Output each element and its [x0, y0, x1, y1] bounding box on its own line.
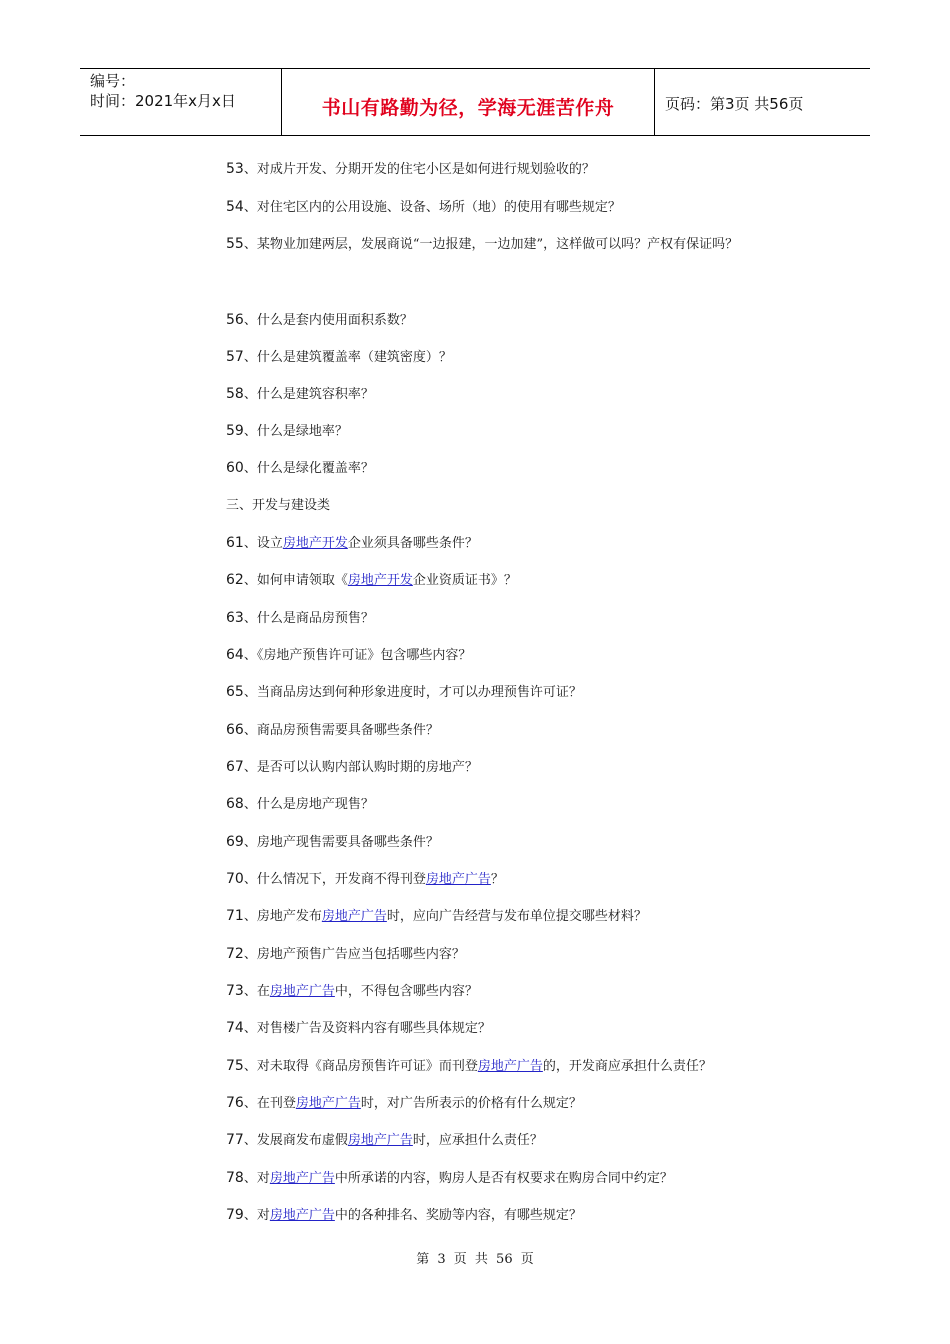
question-text: 、对 — [243, 1171, 270, 1186]
question-text: 、什么是建筑容积率？ — [243, 387, 374, 402]
question-number: 70 — [226, 871, 244, 887]
question-item — [226, 235, 738, 254]
question-item — [226, 311, 413, 330]
question-number: 57 — [226, 349, 244, 365]
header-table — [80, 68, 870, 136]
question-item — [226, 348, 452, 367]
question-text: 时，对广告所表示的价格有什么规定？ — [360, 1096, 582, 1111]
question-text: 、设立 — [243, 536, 283, 551]
question-number: 74 — [226, 1020, 244, 1036]
real-estate-link[interactable]: 房地产广告 — [321, 909, 387, 924]
question-text: 、当商品房达到何种形象进度时，才可以办理预售许可证？ — [243, 685, 582, 700]
question-text: 三、开发与建设类 — [226, 498, 331, 513]
question-text: 、对住宅区内的公用设施、设备、场所（地）的使用有哪些规定？ — [243, 200, 621, 215]
question-number: 67 — [226, 759, 244, 775]
question-item — [226, 1057, 712, 1076]
question-text: 、对未取得《商品房预售许可证》而刊登 — [243, 1059, 478, 1074]
question-number: 73 — [226, 983, 244, 999]
question-text: 的，开发商应承担什么责任？ — [542, 1059, 712, 1074]
question-text: 、某物业加建两层，发展商说“一边报建，一边加建”，这样做可以吗？产权有保证吗？ — [243, 237, 739, 252]
question-item — [226, 795, 374, 814]
document-time-label: 时间：2021年x月x日 — [90, 92, 236, 110]
question-text: 、是否可以认购内部认购时期的房地产？ — [243, 760, 478, 775]
question-number: 79 — [226, 1207, 244, 1223]
real-estate-link[interactable]: 房地产开发 — [282, 536, 348, 551]
real-estate-link[interactable]: 房地产广告 — [347, 1133, 413, 1148]
question-number: 60 — [226, 460, 244, 476]
question-text: 、什么是绿化覆盖率？ — [243, 461, 374, 476]
question-number: 76 — [226, 1095, 244, 1111]
question-item — [226, 758, 478, 777]
question-text: 、如何申请领取《 — [243, 573, 348, 588]
question-text: 时，应承担什么责任？ — [412, 1133, 543, 1148]
question-number: 78 — [226, 1170, 244, 1186]
question-text: 、房地产发布 — [243, 909, 322, 924]
question-text: 、在 — [243, 984, 270, 999]
page-footer: 第 3 页 共 56 页 — [416, 1252, 534, 1267]
question-text: 时，应向广告经营与发布单位提交哪些材料？ — [386, 909, 647, 924]
question-item — [226, 907, 647, 926]
question-number: 75 — [226, 1058, 244, 1074]
question-item — [226, 1094, 582, 1113]
question-item — [226, 683, 582, 702]
question-item — [226, 571, 517, 590]
question-number: 55 — [226, 236, 244, 252]
question-text: 、房地产预售广告应当包括哪些内容？ — [243, 947, 465, 962]
question-text: 企业资质证书》？ — [412, 573, 517, 588]
real-estate-link[interactable]: 房地产开发 — [347, 573, 413, 588]
question-number: 68 — [226, 796, 244, 812]
question-item — [226, 1206, 582, 1225]
question-item — [226, 945, 465, 964]
section-heading — [226, 497, 330, 515]
question-item — [226, 534, 478, 553]
question-text: 中所承诺的内容，购房人是否有权要求在购房合同中约定？ — [334, 1171, 673, 1186]
question-text: 、《房地产预售许可证》包含哪些内容？ — [243, 648, 472, 663]
header-page-cell — [655, 69, 870, 135]
question-text: 中，不得包含哪些内容？ — [334, 984, 478, 999]
question-text: 企业须具备哪些条件？ — [347, 536, 478, 551]
question-text: 、在刊登 — [243, 1096, 296, 1111]
question-item — [226, 459, 374, 478]
question-text: 、对成片开发、分期开发的住宅小区是如何进行规划验收的？ — [243, 162, 595, 177]
question-text: 、对 — [243, 1208, 270, 1223]
real-estate-link[interactable]: 房地产广告 — [477, 1059, 543, 1074]
question-item — [226, 1131, 543, 1150]
question-number: 61 — [226, 535, 244, 551]
question-number: 62 — [226, 572, 244, 588]
question-item — [226, 646, 471, 665]
question-text: 、房地产现售需要具备哪些条件？ — [243, 835, 439, 850]
real-estate-link[interactable]: 房地产广告 — [425, 872, 491, 887]
question-item — [226, 833, 439, 852]
real-estate-link[interactable]: 房地产广告 — [269, 1171, 335, 1186]
question-number: 54 — [226, 199, 244, 215]
question-number: 64 — [226, 647, 244, 663]
question-item — [226, 870, 504, 889]
question-item — [226, 982, 478, 1001]
question-number: 77 — [226, 1132, 244, 1148]
question-number: 53 — [226, 161, 244, 177]
question-item — [226, 385, 374, 404]
question-text: 中的各种排名、奖励等内容，有哪些规定？ — [334, 1208, 582, 1223]
question-text: 、什么是套内使用面积系数？ — [243, 313, 413, 328]
question-item — [226, 1169, 673, 1188]
question-text: 、发展商发布虚假 — [243, 1133, 348, 1148]
question-number: 69 — [226, 834, 244, 850]
real-estate-link[interactable]: 房地产广告 — [295, 1096, 361, 1111]
real-estate-link[interactable]: 房地产广告 — [269, 1208, 335, 1223]
question-number: 58 — [226, 386, 244, 402]
question-text: ？ — [490, 872, 504, 887]
real-estate-link[interactable]: 房地产广告 — [269, 984, 335, 999]
question-text: 、对售楼广告及资料内容有哪些具体规定？ — [243, 1021, 491, 1036]
question-item — [226, 609, 374, 628]
question-item — [226, 721, 439, 740]
header-motto-cell — [282, 69, 655, 135]
question-number: 59 — [226, 423, 244, 439]
document-number-label: 编号： — [90, 72, 136, 90]
question-item — [226, 1019, 491, 1038]
question-item — [226, 160, 595, 179]
question-text: 、什么是商品房预售？ — [243, 611, 374, 626]
header-page-info: 页码：第3页 共56页 — [665, 95, 804, 113]
question-number: 56 — [226, 312, 244, 328]
question-item — [226, 198, 621, 217]
question-number: 66 — [226, 722, 244, 738]
question-text: 、商品房预售需要具备哪些条件？ — [243, 723, 439, 738]
header-motto: 书山有路勤为径，学海无涯苦作舟 — [321, 97, 615, 119]
header-meta-cell — [80, 69, 282, 135]
question-number: 63 — [226, 610, 244, 626]
question-text: 、什么情况下，开发商不得刊登 — [243, 872, 426, 887]
question-number: 71 — [226, 908, 244, 924]
question-number: 65 — [226, 684, 244, 700]
question-text: 、什么是房地产现售？ — [243, 797, 374, 812]
question-text: 、什么是绿地率？ — [243, 424, 348, 439]
question-item — [226, 422, 348, 441]
question-number: 72 — [226, 946, 244, 962]
question-text: 、什么是建筑覆盖率（建筑密度）？ — [243, 350, 452, 365]
